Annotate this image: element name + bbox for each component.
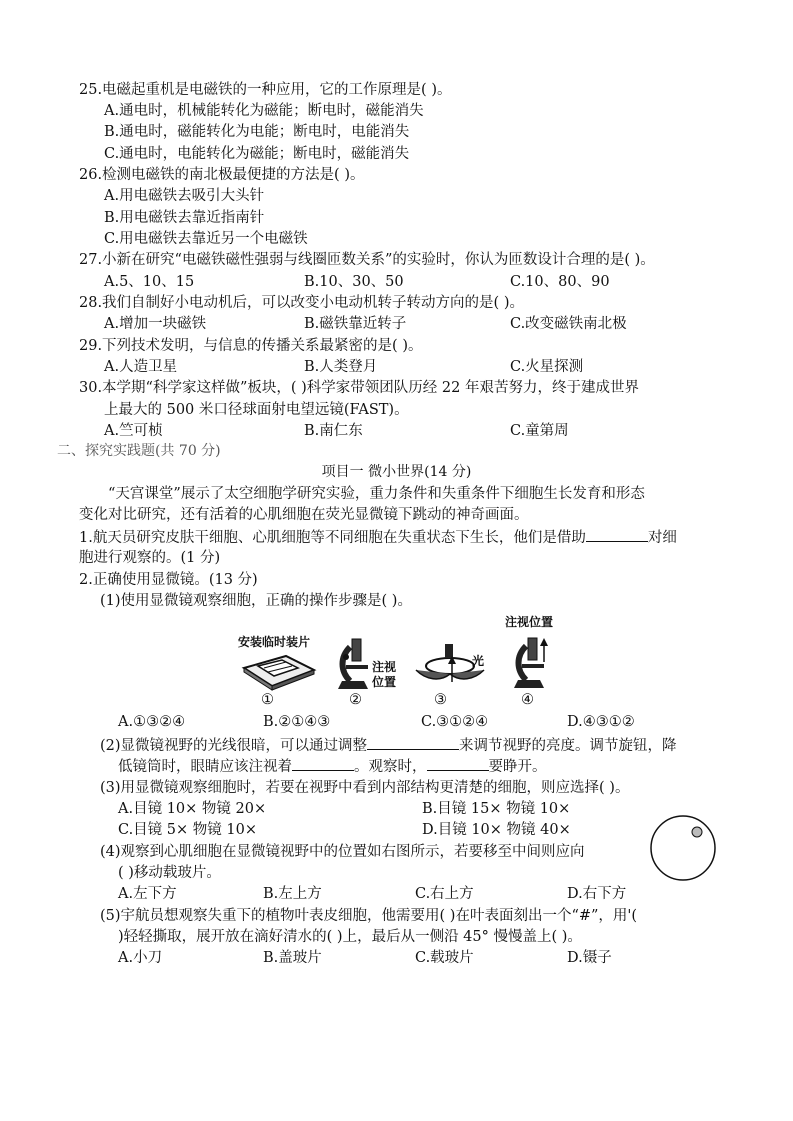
q28-stem: 28.我们自制好小电动机后，可以改变小电动机转子转动方向的是( )。: [79, 295, 524, 311]
p1-answer-blank[interactable]: [586, 527, 648, 542]
p2-s2-line2: [118, 756, 547, 776]
p2-s4-option-a: A.左下方: [118, 886, 177, 902]
p2-s2-text-c: 低镜筒时，眼睛应该注视着: [118, 759, 292, 775]
p2-s3-option-a: A.目镜 10× 物镜 20×: [118, 801, 267, 817]
p2-s4-option-b: B.左上方: [263, 886, 322, 902]
q29-stem: 29.下列技术发明，与信息的传播关系最紧密的是( )。: [79, 338, 423, 354]
q27-option-b: B.10、30、50: [304, 274, 404, 290]
p2-s3-option-b: B.目镜 15× 物镜 10×: [422, 801, 571, 817]
q26-option-b: B.用电磁铁去靠近指南针: [104, 210, 265, 226]
light-adjust-blank[interactable]: [367, 735, 459, 750]
fig-number-3: ③: [434, 692, 447, 708]
microscope-view-figure: [649, 814, 717, 882]
p2-s3-stem: (3)用显微镜观察细胞时，若要在视野中看到内部结构更清楚的细胞，则应选择( )。: [100, 780, 630, 796]
p2-s1-option-d: D.④③①②: [567, 714, 635, 730]
q26-option-c: C.用电磁铁去靠近另一个电磁铁: [104, 231, 308, 247]
eye-watch-blank[interactable]: [292, 756, 354, 771]
microscope-figure-2: [330, 637, 372, 693]
q26-option-a: A.用电磁铁去吸引大头针: [104, 188, 265, 204]
eyes-open-blank[interactable]: [427, 756, 489, 771]
q25-option-a: A.通电时，机械能转化为磁能；断电时，磁能消失: [104, 103, 424, 119]
p2-s5-option-b: B.盖玻片: [263, 950, 322, 966]
fig-number-2: ②: [349, 692, 362, 708]
p2-s2-line1: [100, 735, 677, 755]
fig-label-4: 注视位置: [505, 615, 554, 629]
q26-stem: 26.检测电磁铁的南北极最便捷的方法是( )。: [79, 167, 365, 183]
q27-option-a: A.5、10、15: [104, 274, 195, 290]
q25-stem: 25.电磁起重机是电磁铁的一种应用，它的工作原理是( )。: [79, 82, 452, 98]
fig-number-1: ①: [261, 692, 274, 708]
intro-line2: 变化对比研究，还有活着的心肌细胞在荧光显微镜下跳动的神奇画面。: [79, 507, 529, 523]
microscope-figure-4: [508, 634, 550, 692]
q30-stem-line2: 上最大的 500 米口径球面射电望远镜(FAST)。: [104, 402, 409, 418]
p2-s2-text-e: 要睁开。: [488, 759, 547, 775]
p2-s2-text-b: 来调节视野的亮度。调节旋钮，降: [459, 738, 677, 754]
section-heading: 二、探究实践题(共 70 分): [57, 443, 221, 459]
q29-option-a: A.人造卫星: [104, 359, 178, 375]
temporary-slide-figure: [238, 650, 318, 692]
q30-option-b: B.南仁东: [304, 423, 363, 439]
p2-s3-option-d: D.目镜 10× 物镜 40×: [422, 822, 571, 838]
q30-option-c: C.童第周: [510, 423, 569, 439]
q28-option-c: C.改变磁铁南北极: [510, 316, 627, 332]
p2-s4-line2: ( )移动载玻片。: [118, 865, 221, 881]
p2-s1-stem: (1)使用显微镜观察细胞，正确的操作步骤是( )。: [100, 593, 412, 609]
fig-number-4: ④: [521, 692, 534, 708]
p2-s5-line1: (5)宇航员想观察失重下的植物叶表皮细胞，他需要用( )在叶表面刻出一个“#”，用'(: [100, 908, 638, 924]
p2-s5-option-a: A.小刀: [118, 950, 163, 966]
p2-s5-option-d: D.镊子: [567, 950, 612, 966]
q29-option-b: B.人类登月: [304, 359, 378, 375]
q27-option-c: C.10、80、90: [510, 274, 610, 290]
p1-line1: [79, 527, 677, 547]
q28-option-b: B.磁铁靠近转子: [304, 316, 407, 332]
fig-label-2b: 位置: [372, 675, 397, 689]
p2-s3-option-c: C.目镜 5× 物镜 10×: [118, 822, 257, 838]
p2-s5-line2: )轻轻撕取，展开放在滴好清水的( )上，最后从一侧沿 45° 慢慢盖上( )。: [118, 929, 582, 945]
fig-label-3: 光: [472, 654, 485, 668]
p1-text-b: 对细: [647, 530, 677, 546]
p2-title: 2.正确使用显微镜。(13 分): [79, 572, 258, 588]
p2-s5-option-c: C.载玻片: [415, 950, 474, 966]
q30-stem-line1: 30.本学期“科学家这样做”板块，( )科学家带领团队历经 22 年艰苦努力，终于建成世界: [79, 380, 639, 396]
p2-s1-option-a: A.①③②④: [118, 714, 186, 730]
intro-line1: “天宫课堂”展示了太空细胞学研究实验，重力条件和失重条件下细胞生长发育和形态: [108, 486, 645, 502]
p1-text-a: 1.航天员研究皮肤干细胞、心肌细胞等不同细胞在失重状态下生长，他们是借助: [79, 530, 586, 546]
p2-s4-option-c: C.右上方: [415, 886, 474, 902]
q28-option-a: A.增加一块磁铁: [104, 316, 207, 332]
project-title: 项目一 微小世界(14 分): [321, 464, 472, 480]
q25-option-c: C.通电时，电能转化为磁能；断电时，磁能消失: [104, 146, 410, 162]
p2-s4-option-d: D.右下方: [567, 886, 627, 902]
q30-option-a: A.竺可桢: [104, 423, 163, 439]
p2-s2-text-a: (2)显微镜视野的光线很暗，可以通过调整: [100, 738, 368, 754]
p2-s1-option-c: C.③①②④: [421, 714, 489, 730]
q27-stem: 27.小新在研究“电磁铁磁性强弱与线圈匝数关系”的实验时，你认为匝数设计合理的是( )。: [79, 252, 655, 268]
p1-line2: 胞进行观察的。(1 分): [79, 550, 221, 566]
fig-label-1: 安装临时装片: [238, 635, 311, 649]
q29-option-c: C.火星探测: [510, 359, 584, 375]
fig-label-2a: 注视: [372, 660, 397, 674]
p2-s2-text-d: 。观察时，: [354, 759, 427, 775]
p2-s1-option-b: B.②①④③: [263, 714, 331, 730]
p2-s4-line1: (4)观察到心肌细胞在显微镜视野中的位置如右图所示，若要移至中间则应向: [100, 844, 585, 860]
q25-option-b: B.通电时，磁能转化为电能；断电时，电能消失: [104, 124, 410, 140]
